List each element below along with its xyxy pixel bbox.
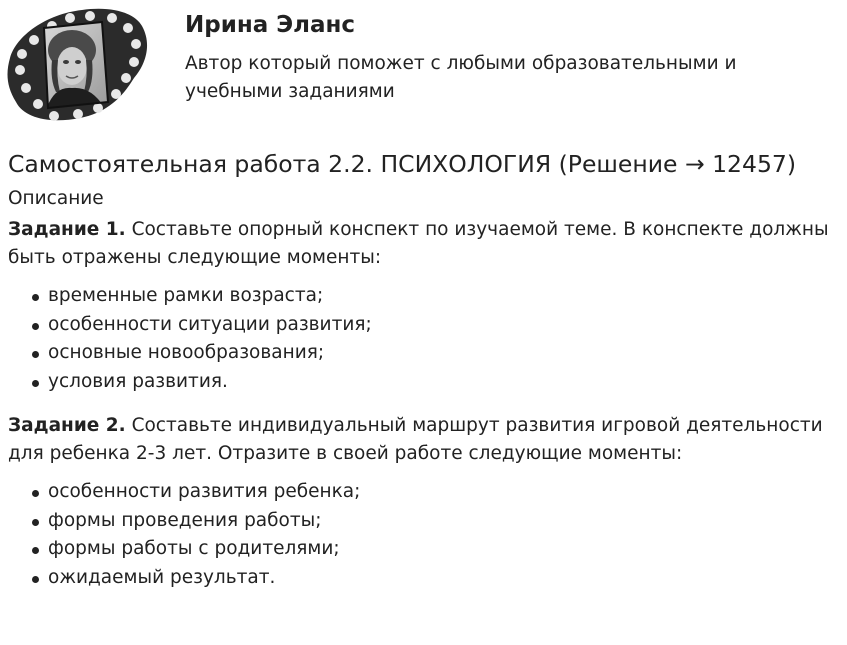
avatar[interactable] (6, 6, 152, 126)
task-1-list (8, 282, 838, 396)
task-1-text: Составьте опорный конспект по изучаемой теме. В конспекте должны быть отражены следующие моменты: (8, 219, 829, 268)
task-1-label: Задание 1. (8, 219, 126, 240)
list-item: формы проведения работы; (8, 507, 838, 536)
section-label-description: Описание (8, 188, 104, 209)
list-item: условия развития. (8, 368, 838, 397)
author-card (0, 0, 847, 130)
task-1 (8, 216, 838, 272)
list-item: особенности развития ребенка; (8, 478, 838, 507)
list-item: ожидаемый результат. (8, 564, 838, 593)
task-2-label: Задание 2. (8, 415, 126, 436)
task-2-text: Составьте индивидуальный маршрут развития игровой деятельности для ребенка 2-3 лет. Отразите в своей работе следующие моменты: (8, 415, 823, 464)
film-reel-avatar-icon (6, 6, 152, 126)
list-item: временные рамки возраста; (8, 282, 838, 311)
task-2 (8, 412, 838, 468)
list-item: формы работы с родителями; (8, 535, 838, 564)
author-description: Автор который поможет с любыми образовательными и учебными заданиями (185, 53, 737, 102)
list-item: основные новообразования; (8, 339, 838, 368)
task-2-list (8, 478, 838, 592)
author-name[interactable]: Ирина Эланс (185, 12, 356, 38)
list-item: особенности ситуации развития; (8, 311, 838, 340)
main-content (8, 146, 838, 592)
page-title: Самостоятельная работа 2.2. ПСИХОЛОГИЯ (Решение → 12457) (8, 150, 797, 178)
